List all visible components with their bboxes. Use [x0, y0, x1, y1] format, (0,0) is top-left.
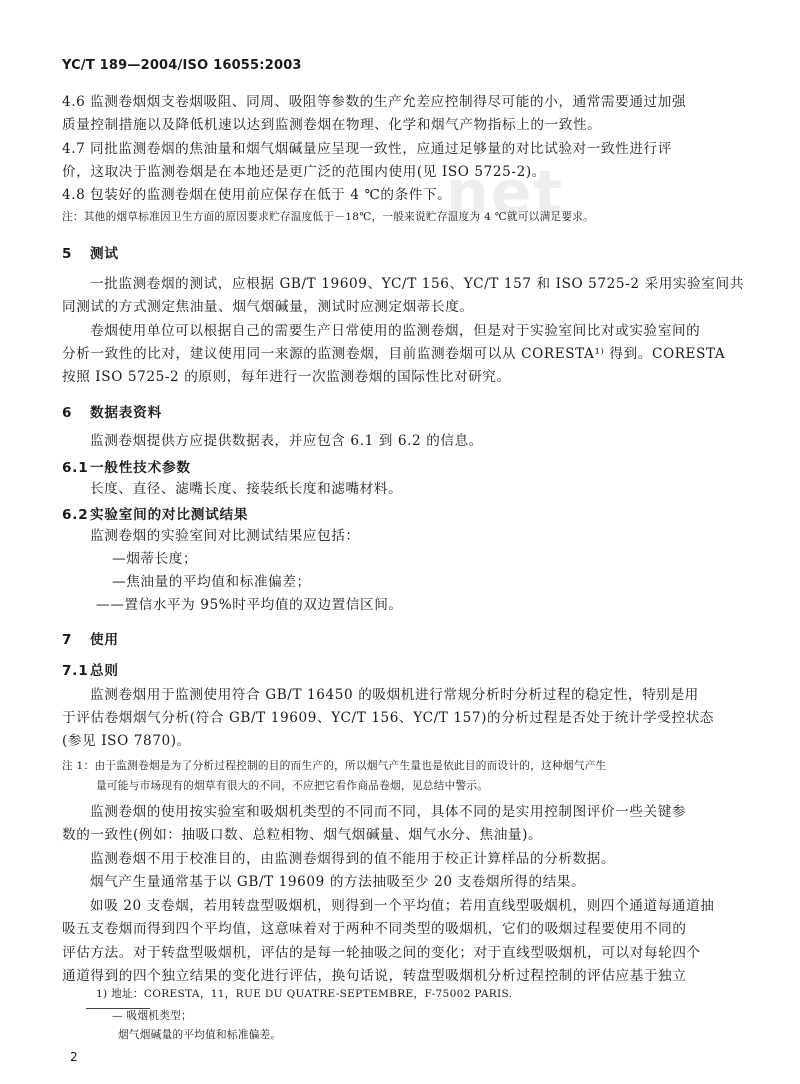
clause-number: 4.6 — [62, 94, 86, 110]
section-title: 测试 — [90, 246, 119, 262]
clause-4-6-line-1 — [62, 91, 686, 113]
clause-4-7-line-2: 价，这取决于监测卷烟是在本地还是更广泛的范围内使用(见 ISO 5725-2)。 — [62, 164, 546, 180]
footnote-list-item: 烟气烟碱量的平均值和标准偏差。 — [118, 1029, 282, 1041]
section-7-p5-line-1: 如吸 20 支卷烟，若用转盘型吸烟机，则得到一个平均值；若用直线型吸烟机，则四个通道每通道抽 — [90, 898, 715, 914]
clause-number: 4.8 — [62, 187, 86, 203]
subsection-6-1-heading — [62, 456, 191, 476]
list-item: —烟蒂长度； — [112, 551, 198, 567]
clause-4-6-line-2: 质量控制措施以及降低机速以达到监测卷烟在物理、化学和烟气产物指标上的一致性。 — [62, 117, 602, 133]
section-7-p1-line-2: 于评估卷烟烟气分析(符合 GB/T 19609、YC/T 156、YC/T 157)的分析过程是否处于统计学受控状态 — [62, 710, 715, 726]
section-7-p4: 烟气产生量通常基于以 GB/T 19609 的方法抽吸至少 20 支卷烟所得的结果。 — [90, 874, 586, 890]
page-number: 2 — [70, 1050, 78, 1064]
clause-4-7-line-1 — [62, 138, 672, 160]
section-7-p5-line-2: 吸五支卷烟而得到四个平均值，这意味着对于两种不同类型的吸烟机，它们的吸烟过程要使用不同的 — [62, 921, 687, 937]
subsection-number: 7.1 — [62, 663, 89, 679]
section-5-p2-line-1: 卷烟使用单位可以根据自己的需要生产日常使用的监测卷烟，但是对于实验室间比对或实验室间的 — [90, 323, 701, 339]
clause-number: 4.7 — [62, 141, 86, 157]
footnote-1: 1) 地址：CORESTA，11，RUE DU QUATRE-SEPTEMBRE，F-75002 PARIS. — [96, 988, 513, 1000]
subsection-6-2-body: 监测卷烟的实验室间对比测试结果应包括： — [90, 528, 360, 544]
clause-text: 同批监测卷烟的焦油量和烟气烟碱量应呈现一致性，应通过足够量的对比试验对一致性进行评 — [90, 141, 672, 157]
section-number: 6 — [62, 405, 73, 421]
subsection-title: 总则 — [90, 663, 119, 679]
section-7-p2-line-2: 数的一致性(例如：抽吸口数、总粒相物、烟气烟碱量、烟气水分、焦油量)。 — [62, 827, 543, 843]
subsection-number: 6.1 — [62, 460, 89, 476]
section-title: 使用 — [90, 632, 119, 648]
subsection-7-1-heading — [62, 659, 119, 679]
section-7-p5-line-3: 评估方法。对于转盘型吸烟机，评估的是每一轮抽吸之间的变化；对于直线型吸烟机，可以对每轮四个 — [62, 945, 701, 961]
subsection-title: 一般性技术参数 — [90, 460, 191, 476]
section-5-p2-line-3: 按照 ISO 5725-2 的原则，每年进行一次监测卷烟的国际性比对研究。 — [62, 369, 511, 385]
subsection-number: 6.2 — [62, 507, 89, 523]
section-number: 5 — [62, 246, 73, 262]
section-7-p5-line-4: 通道得到的四个独立结果的变化进行评估，换句话说，转盘型吸烟机分析过程控制的评估应基于独立 — [62, 968, 687, 984]
section-5-p2-line-2: 分析一致性的比对，建议使用同一来源的监测卷烟，目前监测卷烟可以从 CORESTA¹⁾ 得到。CORESTA — [62, 346, 726, 362]
section-title: 数据表资料 — [90, 405, 162, 421]
section-7-p1-line-3: (参见 ISO 7870)。 — [62, 733, 191, 749]
section-6-intro: 监测卷烟提供方应提供数据表，并应包含 6.1 到 6.2 的信息。 — [90, 433, 483, 449]
section-number: 7 — [62, 632, 73, 648]
note-storage: 注：其他的烟草标准因卫生方面的原因要求贮存温度低于－18℃，一般来说贮存温度为 4 ℃就可以满足要求。 — [62, 211, 595, 223]
clause-4-8-line-1 — [62, 184, 451, 206]
section-7-heading — [62, 628, 119, 648]
standard-code-header: YC/T 189—2004/ISO 16055:2003 — [62, 58, 302, 73]
footnote-list-item: — 吸烟机类型； — [112, 1010, 192, 1022]
watermark: net — [446, 158, 565, 228]
section-6-heading — [62, 401, 162, 421]
list-item: —焦油量的平均值和标准偏差； — [112, 574, 311, 590]
section-7-p1-line-1: 监测卷烟用于监测使用符合 GB/T 16450 的吸烟机进行常规分析时分析过程的稳定性，特别是用 — [90, 687, 699, 703]
clause-text: 监测卷烟烟支卷烟吸阻、同周、吸阻等参数的生产允差应控制得尽可能的小，通常需要通过加强 — [90, 94, 687, 110]
subsection-title: 实验室间的对比测试结果 — [90, 507, 249, 523]
clause-text: 包装好的监测卷烟在使用前应保存在低于 4 ℃的条件下。 — [90, 187, 452, 203]
list-item: ——置信水平为 95%时平均值的双边置信区间。 — [96, 597, 403, 613]
section-5-heading — [62, 242, 119, 262]
section-7-p3: 监测卷烟不用于校准目的，由监测卷烟得到的值不能用于校正计算样品的分析数据。 — [90, 851, 616, 867]
note-1-line-1: 注 1：由于监测卷烟是为了分析过程控制的目的而生产的，所以烟气产生量也是依此目的而设计的，这种烟气产生 — [62, 760, 607, 772]
section-5-p1-line-2: 同测试的方式测定焦油量、烟气烟碱量，测试时应测定烟蒂长度。 — [62, 299, 474, 315]
section-5-p1-line-1: 一批监测卷烟的测试，应根据 GB/T 19609、YC/T 156、YC/T 157 和 ISO 5725-2 采用实验室间共 — [90, 276, 744, 292]
subsection-6-1-body: 长度、直径、滤嘴长度、接装纸长度和滤嘴材料。 — [90, 481, 403, 497]
note-1-line-2: 量可能与市场现有的烟草有很大的不同，不应把它看作商品卷烟，见总结中警示。 — [96, 780, 489, 792]
subsection-6-2-heading — [62, 503, 248, 523]
section-7-p2-line-1: 监测卷烟的使用按实验室和吸烟机类型的不同而不同，具体不同的是实用控制图评价一些关键参 — [90, 804, 687, 820]
